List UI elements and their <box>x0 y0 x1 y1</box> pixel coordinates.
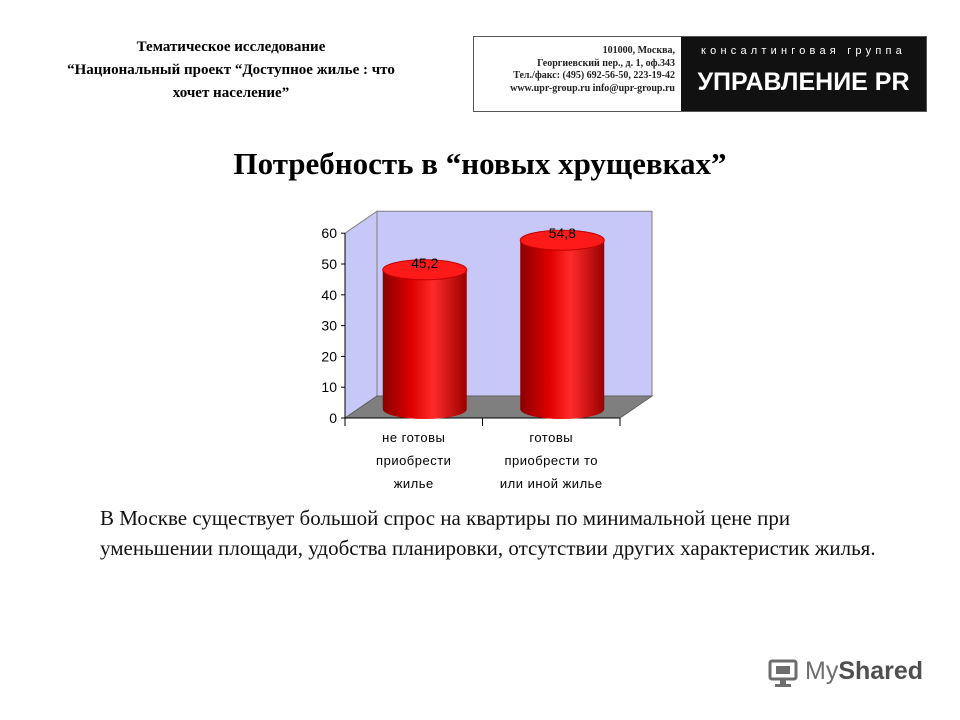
logo-address-line: Тел./факс: (495) 692-56-50, 223-19-42 <box>513 70 675 81</box>
slide-title: Потребность в “новых хрущевках” <box>233 146 727 181</box>
x-category-label: приобрести <box>376 453 452 468</box>
y-tick-label: 40 <box>321 286 337 303</box>
bar-cylinder-body <box>520 240 604 419</box>
bar-value-label: 45,2 <box>411 254 439 271</box>
y-tick-label: 10 <box>321 379 337 396</box>
y-tick-label: 60 <box>321 225 337 242</box>
logo-address-line: Георгиевский пер., д. 1, оф.343 <box>537 57 675 69</box>
watermark-text-light: My <box>805 657 839 685</box>
x-category-label: или иной жилье <box>499 476 603 491</box>
logo-address-line: 101000, Москва, <box>602 45 675 56</box>
header-line-2: “Национальный проект “Доступное жилье : что <box>67 62 395 78</box>
x-category-label: приобрести то <box>504 453 599 468</box>
bar-cylinder-body <box>383 270 467 419</box>
header-line-1: Тематическое исследование <box>136 39 326 55</box>
y-tick-label: 0 <box>329 410 337 426</box>
watermark-text <box>805 657 923 686</box>
body-paragraph: В Москве существует большой спрос на квартиры по минимальной цене при уменьшении площади, удобства планировки, отсутствии других характеристик жилья. <box>100 506 876 560</box>
myshared-logo-icon <box>767 658 799 688</box>
chart-side-wall <box>345 211 377 418</box>
logo-name: УПРАВЛЕНИЕ PR <box>697 68 910 96</box>
myshared-watermark <box>767 655 937 695</box>
y-tick-label: 20 <box>321 348 337 365</box>
header-line-3: хочет население” <box>172 85 290 101</box>
x-category-label: не готовы <box>382 430 446 445</box>
y-tick-label: 30 <box>321 317 337 334</box>
logo-tagline: консалтинговая группа <box>701 45 906 57</box>
logo-address-line: www.upr-group.ru info@upr-group.ru <box>510 82 675 94</box>
y-tick-label: 50 <box>321 256 337 272</box>
x-category-label: жилье <box>393 476 434 491</box>
watermark-text-bold: Shared <box>838 657 924 685</box>
x-category-label: готовы <box>529 430 574 445</box>
bar-value-label: 54,8 <box>548 225 576 242</box>
